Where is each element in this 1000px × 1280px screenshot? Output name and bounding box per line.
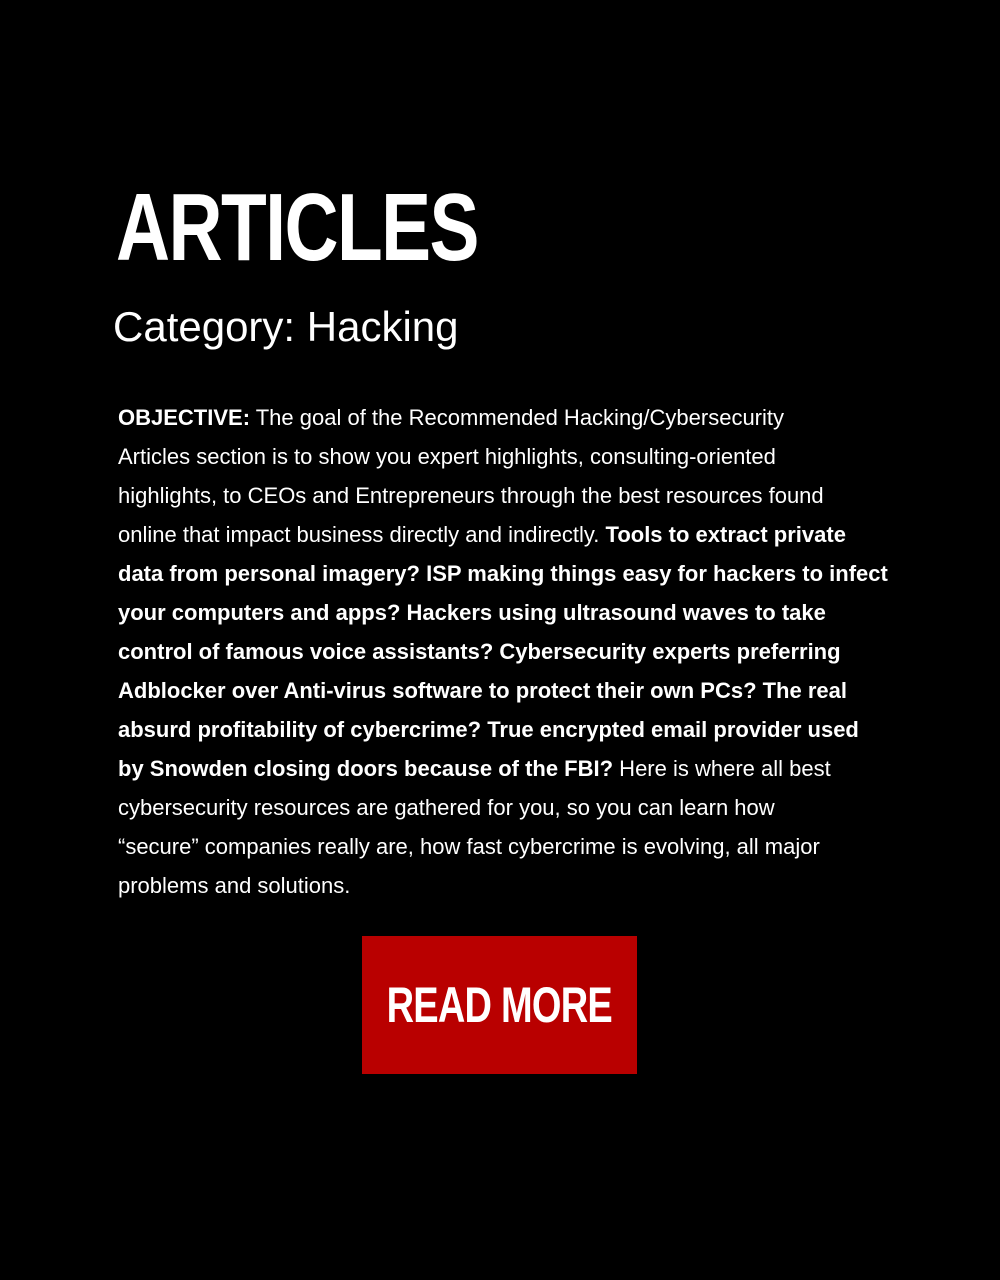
article-text: “secure” companies really are, how fast cybercrime is evolving, all major <box>118 834 820 859</box>
article-text-bold: control of famous voice assistants? Cybersecurity experts preferring <box>118 639 841 664</box>
article-line <box>118 593 938 632</box>
read-more-label: READ MORE <box>386 977 613 1033</box>
article-line <box>118 749 938 788</box>
article-text: The goal of the Recommended Hacking/Cybersecurity <box>250 405 785 430</box>
article-text: cybersecurity resources are gathered for you, so you can learn how <box>118 795 775 820</box>
article-line <box>118 515 938 554</box>
article-line <box>118 827 938 866</box>
article-line <box>118 437 938 476</box>
article-line <box>118 710 938 749</box>
article-text: problems and solutions. <box>118 873 351 898</box>
article-line <box>118 476 938 515</box>
article-line <box>118 398 938 437</box>
article-text-bold: absurd profitability of cybercrime? True encrypted email provider used <box>118 717 859 742</box>
article-text-bold: Tools to extract private <box>605 522 846 547</box>
page-title: ARTICLES <box>116 174 478 281</box>
article-text: Here is where all best <box>613 756 831 781</box>
article-description <box>118 398 938 905</box>
article-text: highlights, to CEOs and Entrepreneurs through the best resources found <box>118 483 824 508</box>
article-line <box>118 671 938 710</box>
article-line <box>118 788 938 827</box>
read-more-button[interactable] <box>362 936 637 1074</box>
article-line <box>118 632 938 671</box>
article-text-bold: OBJECTIVE: <box>118 405 251 430</box>
category-label: Category: Hacking <box>113 303 459 350</box>
article-line <box>118 866 938 905</box>
article-text-bold: data from personal imagery? ISP making things easy for hackers to infect <box>118 561 888 586</box>
article-line <box>118 554 938 593</box>
article-text-bold: Adblocker over Anti-virus software to protect their own PCs? The real <box>118 678 847 703</box>
article-text: online that impact business directly and indirectly. <box>118 522 606 547</box>
article-text-bold: your computers and apps? Hackers using ultrasound waves to take <box>118 600 826 625</box>
article-text-bold: by Snowden closing doors because of the FBI? <box>118 756 614 781</box>
article-text: Articles section is to show you expert highlights, consulting-oriented <box>118 444 776 469</box>
